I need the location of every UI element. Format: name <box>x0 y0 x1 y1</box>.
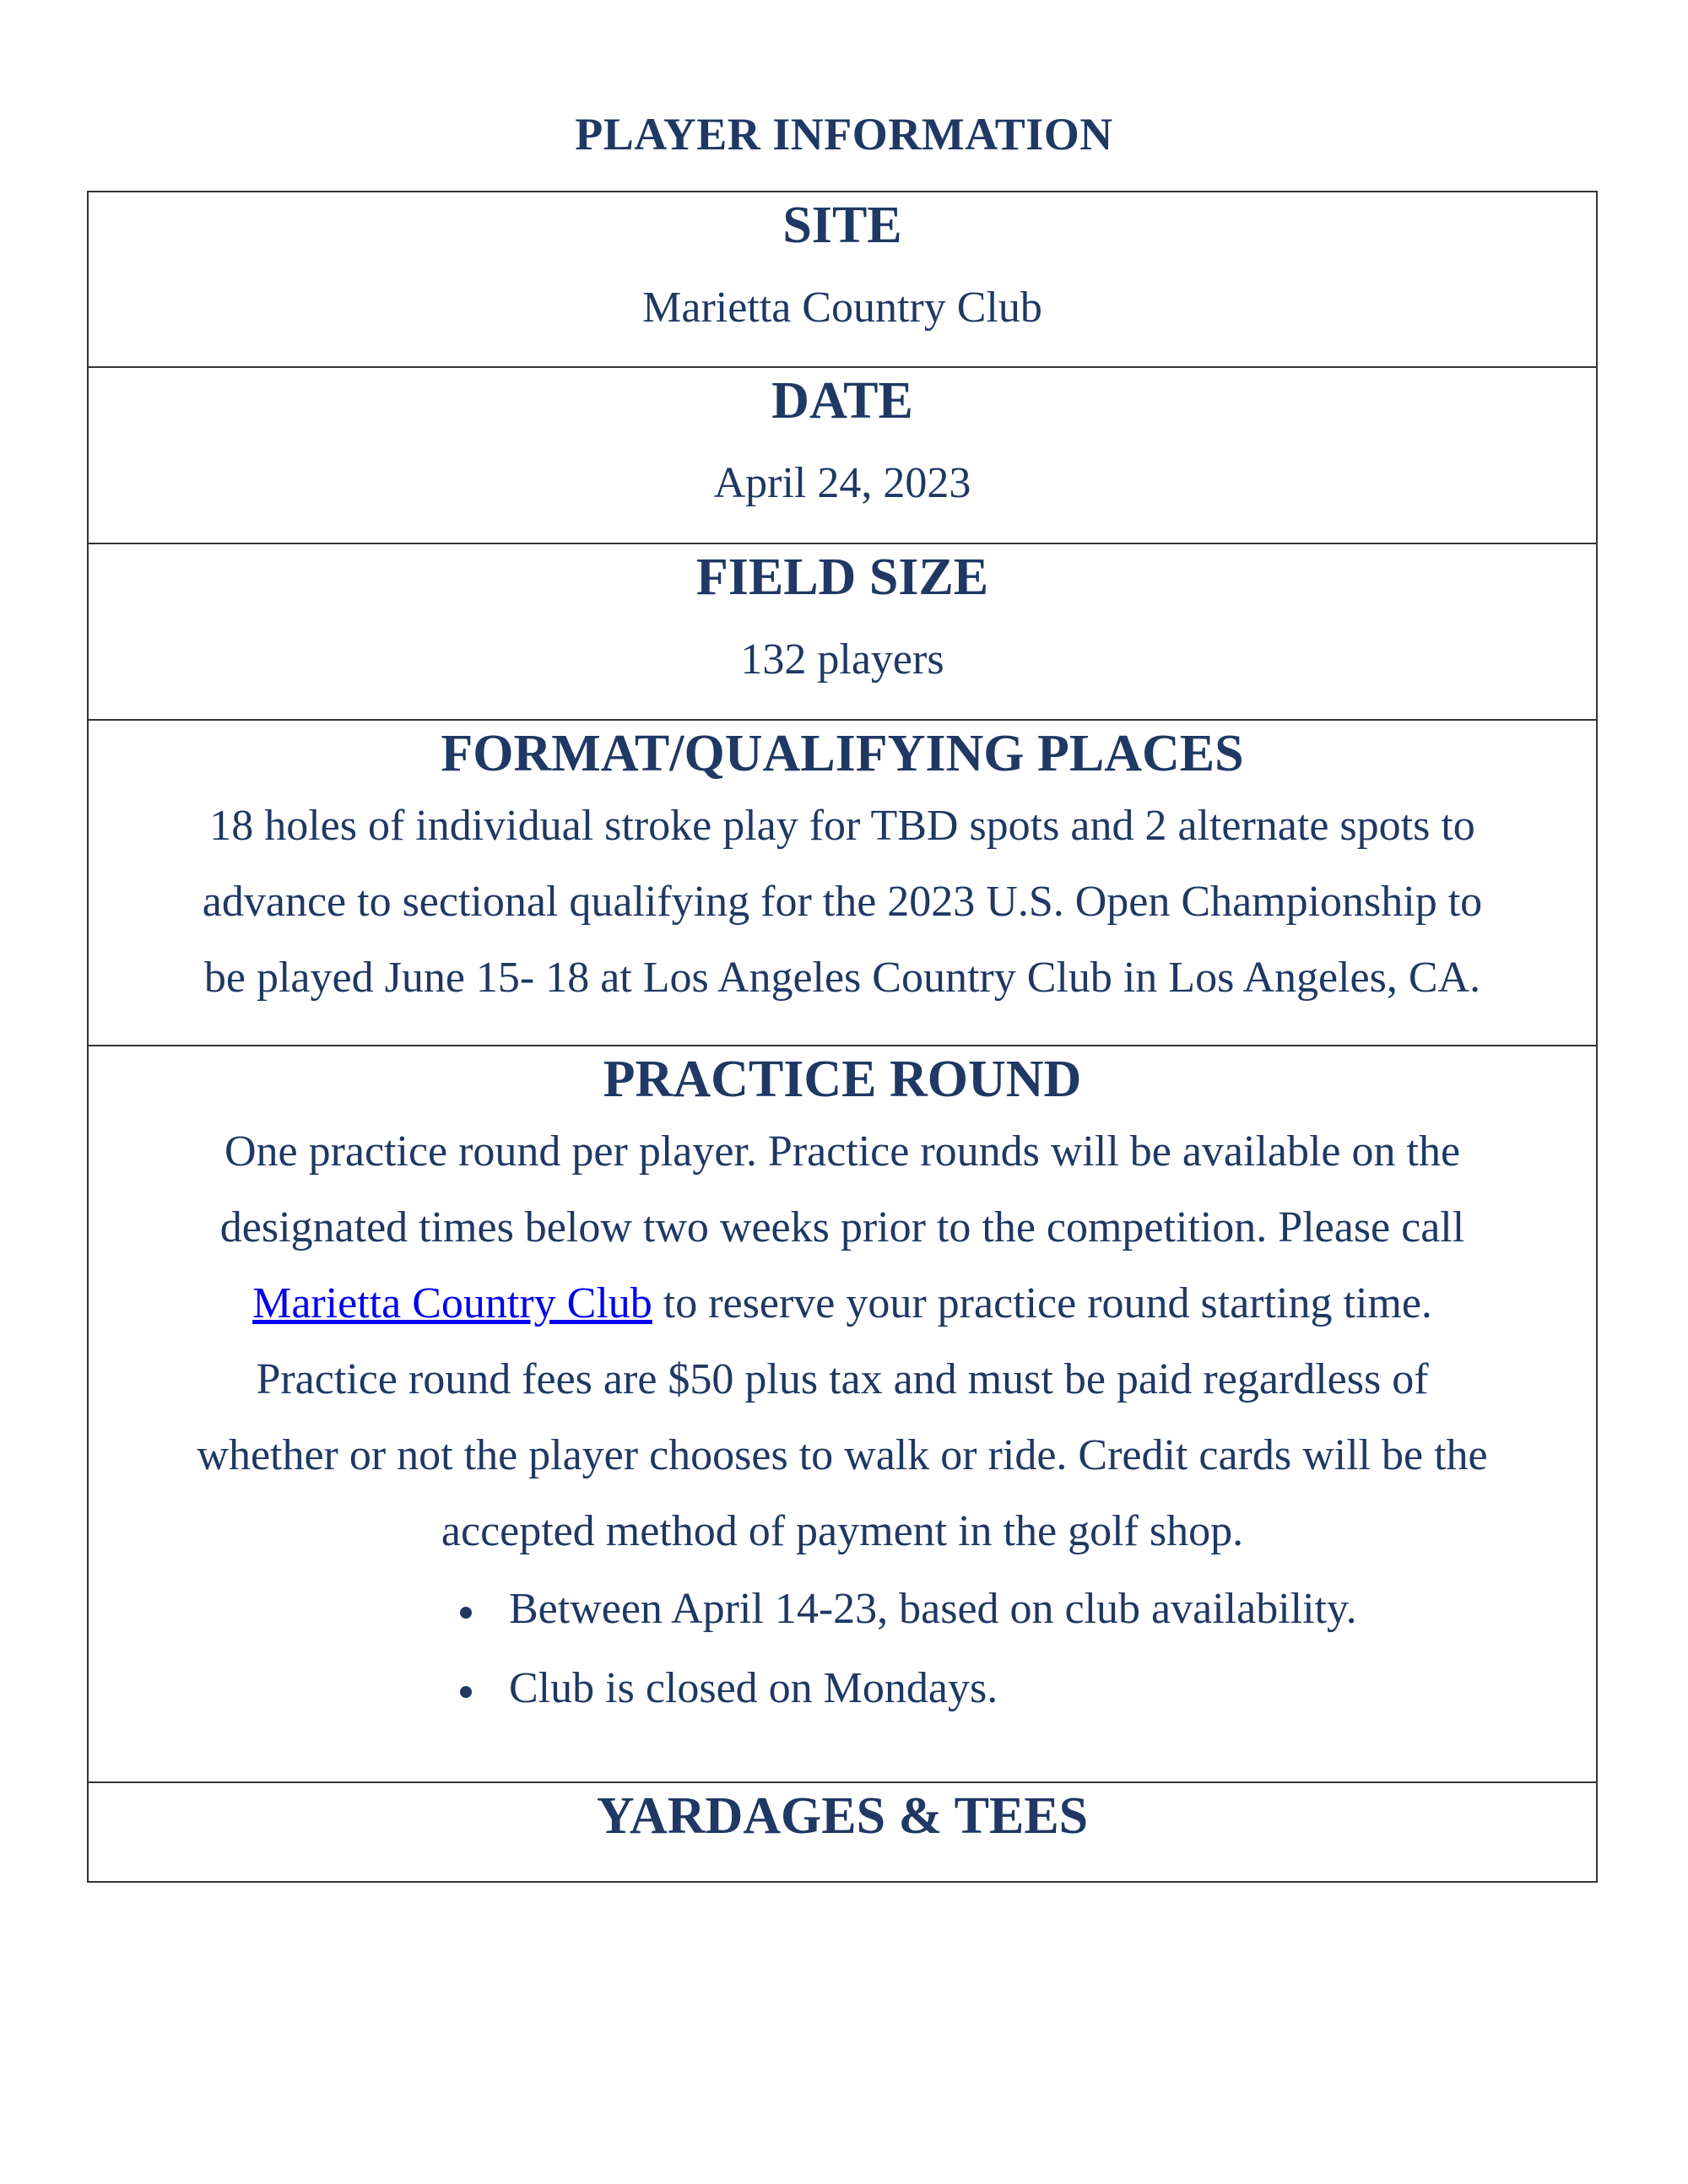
format-heading: FORMAT/QUALIFYING PLACES <box>441 725 1244 782</box>
practice-row <box>88 1046 1597 1782</box>
date-value: April 24, 2023 <box>713 459 971 507</box>
bullet-icon <box>460 1607 472 1619</box>
bullet-text: Between April 14-23, based on club availability. <box>509 1585 1357 1633</box>
format-row <box>88 720 1597 1046</box>
site-value: Marietta Country Club <box>642 284 1042 332</box>
practice-line: accepted method of payment in the golf shop. <box>441 1507 1244 1555</box>
format-line: 18 holes of individual stroke play for TBD spots and 2 alternate spots to <box>209 802 1475 850</box>
field-size-value: 132 players <box>740 635 944 684</box>
practice-line <box>89 1266 1596 1342</box>
bullet-item <box>460 1649 1596 1728</box>
practice-line: whether or not the player chooses to walk or ride. Credit cards will be the <box>197 1431 1488 1479</box>
practice-heading: PRACTICE ROUND <box>603 1051 1082 1108</box>
date-row <box>88 367 1597 543</box>
date-heading: DATE <box>771 372 913 430</box>
bullet-text: Club is closed on Mondays. <box>509 1664 998 1712</box>
practice-line-text: to reserve your practice round starting time. <box>652 1279 1432 1327</box>
player-info-table <box>87 191 1598 1883</box>
practice-line: designated times below two weeks prior to the competition. Please call <box>219 1203 1465 1251</box>
practice-line: Practice round fees are $50 plus tax and must be paid regardless of <box>256 1355 1429 1403</box>
format-line: be played June 15- 18 at Los Angeles Country Club in Los Angeles, CA. <box>203 954 1481 1002</box>
practice-line: One practice round per player. Practice rounds will be available on the <box>224 1127 1461 1176</box>
page-title: PLAYER INFORMATION <box>575 109 1113 159</box>
site-heading: SITE <box>782 197 902 254</box>
field-size-heading: FIELD SIZE <box>695 549 989 606</box>
bullet-item <box>460 1570 1596 1649</box>
site-row <box>88 192 1597 367</box>
bullet-icon <box>460 1686 472 1698</box>
yardages-heading: YARDAGES & TEES <box>596 1787 1089 1845</box>
format-line: advance to sectional qualifying for the 2023 U.S. Open Championship to <box>202 878 1483 926</box>
marietta-country-club-link[interactable]: Marietta Country Club <box>252 1279 652 1327</box>
field-size-row <box>88 543 1597 720</box>
yardages-row <box>88 1782 1597 1882</box>
practice-bullets <box>89 1570 1596 1728</box>
